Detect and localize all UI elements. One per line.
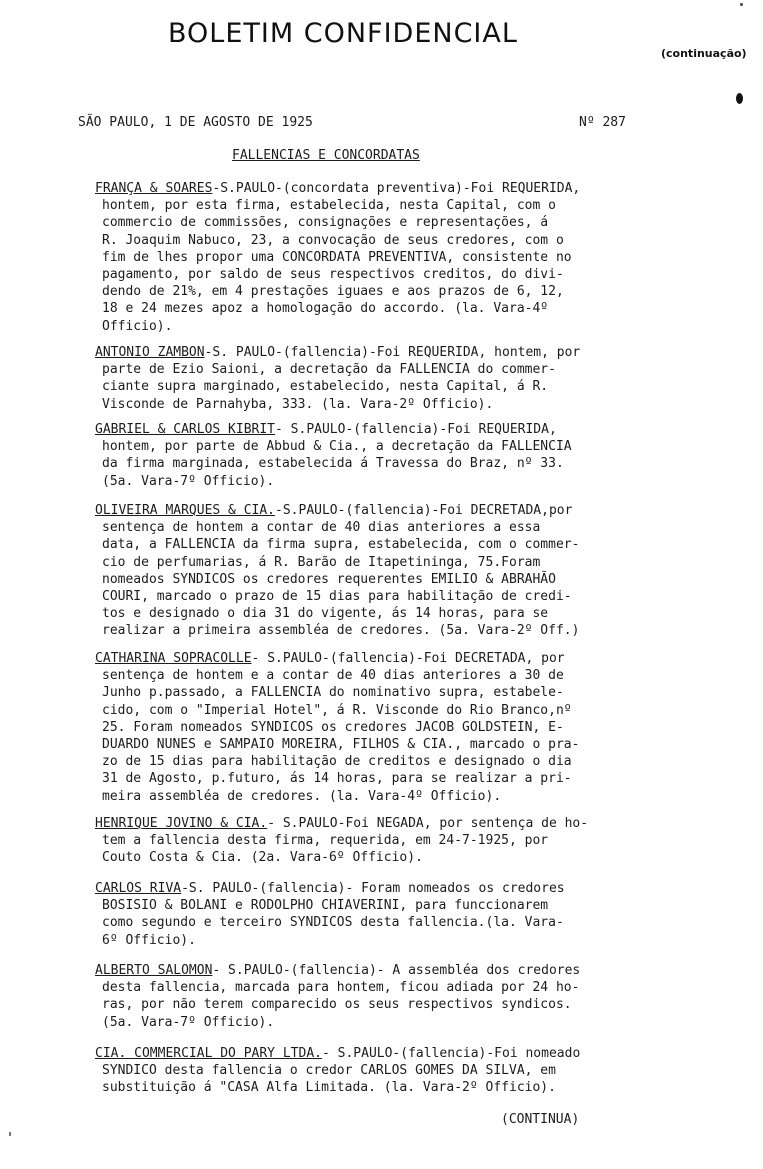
entry-line: zo de 15 dias para habilitação de creditos e designado o dia [102, 754, 572, 770]
entry-line: dendo de 21%, em 4 prestações iguaes e aos prazos de 6, 12, [102, 284, 564, 300]
entry-line: 25. Foram nomeados SYNDICOS os credores JACOB GOLDSTEIN, E- [102, 719, 564, 735]
entry-line: da firma marginada, estabelecida á Travessa do Braz, nº 33. [102, 456, 564, 472]
entry-name: HENRIQUE JOVINO & CIA. [95, 816, 268, 831]
entry-name: OLIVEIRA MARQUES & CIA. [95, 503, 276, 518]
entry-line: ras, por não terem comparecido os seus respectivos syndicos. [102, 997, 572, 1013]
entry-text: - S.PAULO-Foi NEGADA, por sentença de ho- [267, 816, 589, 831]
entry-line [95, 502, 579, 519]
entry-line [95, 180, 580, 197]
ink-speck [9, 1132, 11, 1136]
page-title: BOLETIM CONFIDENCIAL [168, 18, 518, 49]
entry-line: Visconde de Parnahyba, 333. (la. Vara-2º Officio). [102, 396, 494, 412]
entry [95, 880, 565, 949]
section-title: FALLENCIAS E CONCORDATAS [232, 148, 420, 163]
entry-line: tos e designado o dia 31 do vigente, ás 14 horas, para se [102, 606, 549, 622]
entry-line: data, a FALLENCIA da firma supra, estabelecida, com o commer- [102, 537, 580, 553]
entry-line: como segundo e terceiro SYNDICOS desta fallencia.(la. Vara- [102, 915, 564, 931]
entry-line: R. Joaquim Nabuco, 23, a convocação de seus credores, com o [102, 232, 564, 248]
ink-blot [736, 93, 743, 104]
entry-line: 31 de Agosto, p.futuro, ás 14 horas, para se realizar a pri- [102, 771, 572, 787]
entry-text: -S. PAULO-(fallencia)-Foi REQUERIDA, hontem, por [204, 345, 581, 360]
entry-text: - S.PAULO-(fallencia)-Foi nomeado [321, 1046, 581, 1061]
entry-line: hontem, por parte de Abbud & Cia., a decretação da FALLENCIA [102, 439, 572, 455]
entry-line: parte de Ezio Saioni, a decretação da FALLENCIA do commer- [102, 362, 556, 378]
entry-line: pagamento, por saldo de seus respectivos creditos, do divi- [102, 267, 564, 283]
entry [95, 962, 580, 1031]
entry-name: CIA. COMMERCIAL DO PARY LTDA. [95, 1046, 322, 1061]
entry-line [95, 962, 580, 979]
entry [95, 421, 572, 490]
continua-note: (CONTINUA) [501, 1112, 580, 1127]
entry-line [95, 815, 588, 832]
entry-line: cio de perfumarias, á R. Barão de Itapetininga, 75.Foram [102, 554, 541, 570]
entry-line [95, 1045, 580, 1062]
entry [95, 650, 579, 805]
entry-line: SYNDICO desta fallencia o credor CARLOS GOMES DA SILVA, em [102, 1063, 556, 1079]
entry-line [95, 344, 580, 361]
entry-line: nomeados SYNDICOS os credores requerentes EMILIO & ABRAHÃO [102, 571, 556, 587]
entry-text: - S.PAULO-(fallencia)-Foi DECRETADA, por [251, 651, 565, 666]
entry-line: DUARDO NUNES e SAMPAIO MOREIRA, FILHOS & CIA., marcado o pra- [102, 737, 580, 753]
entry-line: commercio de commissões, consignações e representações, á [102, 215, 549, 231]
entry-line: BOSISIO & BOLANI e RODOLPHO CHIAVERINI, para funccionarem [102, 898, 549, 914]
entry-line: (5a. Vara-7º Officio). [102, 473, 275, 489]
entry [95, 502, 579, 640]
entry-line: cido, com o "Imperial Hotel", á R. Visconde do Rio Branco,nº [102, 702, 572, 718]
entry-line: Officio). [102, 318, 173, 334]
entry-line: realizar a primeira assembléa de credores. (5a. Vara-2º Off.) [102, 623, 580, 639]
entry-text: - S.PAULO-(fallencia)- A assembléa dos credores [212, 963, 581, 978]
entry-text: - S.PAULO-(fallencia)-Foi REQUERIDA, [275, 422, 557, 437]
entry-text: -S.PAULO-(fallencia)-Foi DECRETADA,por [275, 503, 573, 518]
dateline: SÃO PAULO, 1 DE AGOSTO DE 1925 [78, 115, 313, 130]
entry-line [95, 421, 572, 438]
entry-name: ALBERTO SALOMON [95, 963, 213, 978]
entry-name: FRANÇA & SOARES [95, 181, 213, 196]
entry-line: 18 e 24 mezes apoz a homologação do accordo. (la. Vara-4º [102, 301, 549, 317]
entry [95, 1045, 580, 1097]
entry [95, 815, 588, 867]
entry-name: CATHARINA SOPRACOLLE [95, 651, 252, 666]
entry-line [95, 880, 565, 897]
entry-line: substituição á "CASA Alfa Limitada. (la. Vara-2º Officio). [102, 1080, 556, 1096]
entry-line: 6º Officio). [102, 932, 196, 948]
entry-name: CARLOS RIVA [95, 881, 182, 896]
entry [95, 344, 580, 413]
entry-line: COURI, marcado o prazo de 15 dias para habilitação de credi- [102, 589, 572, 605]
entry-line: sentença de hontem a contar de 40 dias anteriores a essa [102, 520, 541, 536]
entry-name: ANTONIO ZAMBON [95, 345, 205, 360]
entry-text: -S.PAULO-(concordata preventiva)-Foi REQUERIDA, [212, 181, 581, 196]
entry-line: hontem, por esta firma, estabelecida, nesta Capital, com o [102, 198, 556, 214]
entry [95, 180, 580, 335]
entry-line: Junho p.passado, a FALLENCIA do nominativo supra, estabele- [102, 685, 564, 701]
continuation-note: (continuação) [661, 47, 747, 60]
entry-text: -S. PAULO-(fallencia)- Foram nomeados os credores [181, 881, 565, 896]
entry-line: ciante supra marginado, estabelecido, nesta Capital, á R. [102, 379, 549, 395]
entry-line: Couto Costa & Cia. (2a. Vara-6º Officio). [102, 850, 423, 866]
bulletin-number: Nº 287 [579, 115, 626, 130]
entry-name: GABRIEL & CARLOS KIBRIT [95, 422, 276, 437]
entry-line: tem a fallencia desta firma, requerida, em 24-7-1925, por [102, 833, 549, 849]
entry-line [95, 650, 579, 667]
entry-line: (5a. Vara-7º Officio). [102, 1014, 275, 1030]
entry-line: fim de lhes propor uma CONCORDATA PREVENTIVA, consistente no [102, 249, 572, 265]
entry-line: sentença de hontem e a contar de 40 dias anteriores a 30 de [102, 668, 564, 684]
entry-line: meira assembléa de credores. (la. Vara-4º Officio). [102, 788, 502, 804]
ink-speck [740, 3, 743, 6]
entry-line: desta fallencia, marcada para hontem, ficou adiada por 24 ho- [102, 980, 580, 996]
